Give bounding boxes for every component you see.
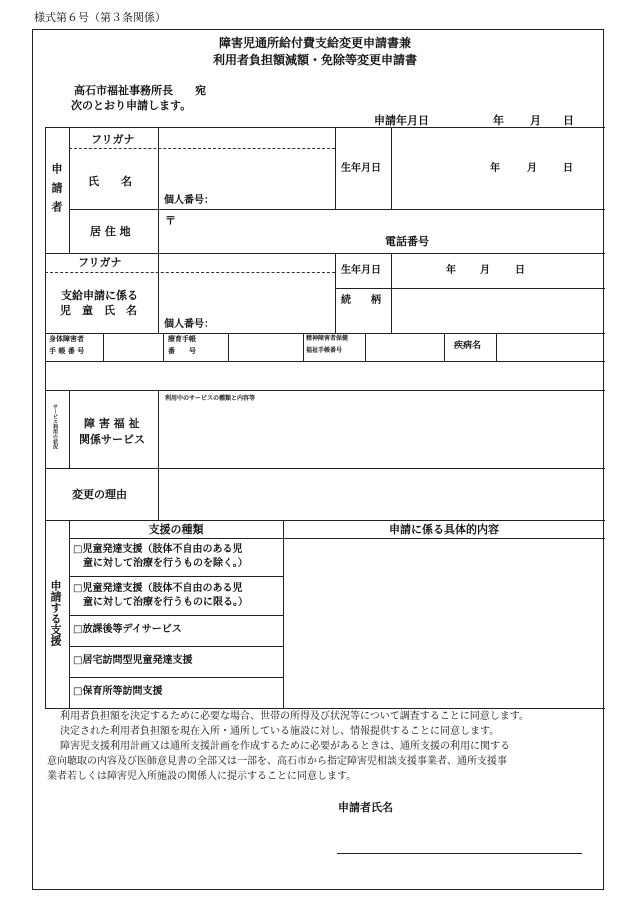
applicant-furigana-label: フリガナ xyxy=(91,133,135,146)
requested-side-label: 申請する支援 xyxy=(49,580,62,646)
support-item-3[interactable]: □放課後等デイサービス xyxy=(73,624,182,635)
signature-line[interactable] xyxy=(337,853,582,854)
change-reason-label: 変更の理由 xyxy=(72,488,127,501)
intro-text: 次のとおり申請します。 xyxy=(71,99,192,112)
mental-handbook-label-l1: 精神障害者保健 xyxy=(306,335,349,342)
applicant-name-label: 氏 名 xyxy=(88,175,132,188)
support-item-2-l1[interactable]: □児童発達支援（肢体不自由のある児 xyxy=(73,583,243,594)
rehab-handbook-label-l1: 療育手帳 xyxy=(168,335,196,343)
child-personal-number-label: 個人番号： xyxy=(164,319,214,330)
child-furigana-label: フリガナ xyxy=(78,256,122,269)
support-item-1-l1[interactable]: □児童発達支援（肢体不自由のある児 xyxy=(73,544,243,555)
applicant-phone-label: 電話番号 xyxy=(385,235,429,248)
child-birth-year: 年 xyxy=(446,265,456,276)
form-code: 様式第６号（第３条関係） xyxy=(34,11,166,24)
applicant-address-label: 居 住 地 xyxy=(90,225,131,238)
title-line2: 利用者負担額減額・免除等変更申請書 xyxy=(212,53,417,67)
consent-line1: 利用者負担額を決定するために必要な場合、世帯の所得及び状況等について調査することに同意します。 xyxy=(60,711,529,722)
physical-handbook-label-l2: 手 帳 番 号 xyxy=(49,347,85,355)
support-item-4[interactable]: □居宅訪問型児童発達支援 xyxy=(73,655,193,666)
title-line1: 障害児通所給付費支給変更申請書兼 xyxy=(218,36,411,50)
support-item-2-l2: 童に対して治療を行うものに限る。） xyxy=(73,597,248,608)
child-birth-day: 日 xyxy=(515,265,525,276)
applicant-birth-day: 日 xyxy=(563,163,573,174)
service-label-line1: 障 害 福 祉 xyxy=(84,417,140,430)
col-support-type: 支援の種類 xyxy=(148,523,204,536)
service-side-label: サービス利用の状況 xyxy=(52,404,58,449)
application-date-label: 申請年月日 xyxy=(374,114,429,127)
mental-handbook-label-l2: 福祉手帳番号 xyxy=(306,347,343,354)
applicant-birth-year: 年 xyxy=(490,163,500,174)
addressee: 高石市福祉事務所長 宛 xyxy=(74,84,206,97)
applicant-section-label: 申請者 xyxy=(50,163,63,220)
col-detail: 申請に係る具体的内容 xyxy=(389,523,499,536)
physical-handbook-label-l1: 身体障害者 xyxy=(49,335,84,343)
support-item-1-l2: 童に対して治療を行うものを除く。） xyxy=(73,558,248,569)
consent-line4: 意向聴取の内容及び医師意見書の全部又は一部を、高石市から指定障害児相談支援事業者、通所支援事 xyxy=(47,756,507,767)
disease-label: 疾病名 xyxy=(454,341,482,351)
postal-mark: 〒 xyxy=(165,214,176,227)
application-date-month: 月 xyxy=(530,114,541,127)
signature-label: 申請者氏名 xyxy=(338,801,393,814)
applicant-birth-label: 生年月日 xyxy=(341,163,381,174)
applicant-personal-number-label: 個人番号： xyxy=(164,195,214,206)
consent-line3: 障害児支援利用計画又は通所支援計画を作成するために必要があるときは、通所支援の利用に関する xyxy=(60,741,510,752)
support-item-5[interactable]: □保育所等訪問支援 xyxy=(73,686,163,697)
application-date-day: 日 xyxy=(563,114,574,127)
service-label-line2: 関係サービス xyxy=(79,433,145,446)
child-name-label-line1: 支給申請に係る xyxy=(61,289,138,302)
rehab-handbook-label-l2: 番 号 xyxy=(168,347,196,355)
consent-line2: 決定された利用者負担額を現在入所・通所している施設に対し、情報提供することに同意します。 xyxy=(60,726,500,737)
child-name-label-line2: 児 童 氏 名 xyxy=(60,304,137,317)
applicant-birth-month: 月 xyxy=(527,163,537,174)
child-birth-month: 月 xyxy=(480,265,490,276)
application-date-year: 年 xyxy=(493,114,504,127)
child-relation-label: 続 柄 xyxy=(341,295,381,306)
consent-line5: 業者若しくは障害児入所施設の関係人に提示することに同意します。 xyxy=(47,771,357,782)
child-birth-label: 生年月日 xyxy=(341,265,381,276)
service-note: 利用中のサービスの種類と内容等 xyxy=(165,395,256,402)
